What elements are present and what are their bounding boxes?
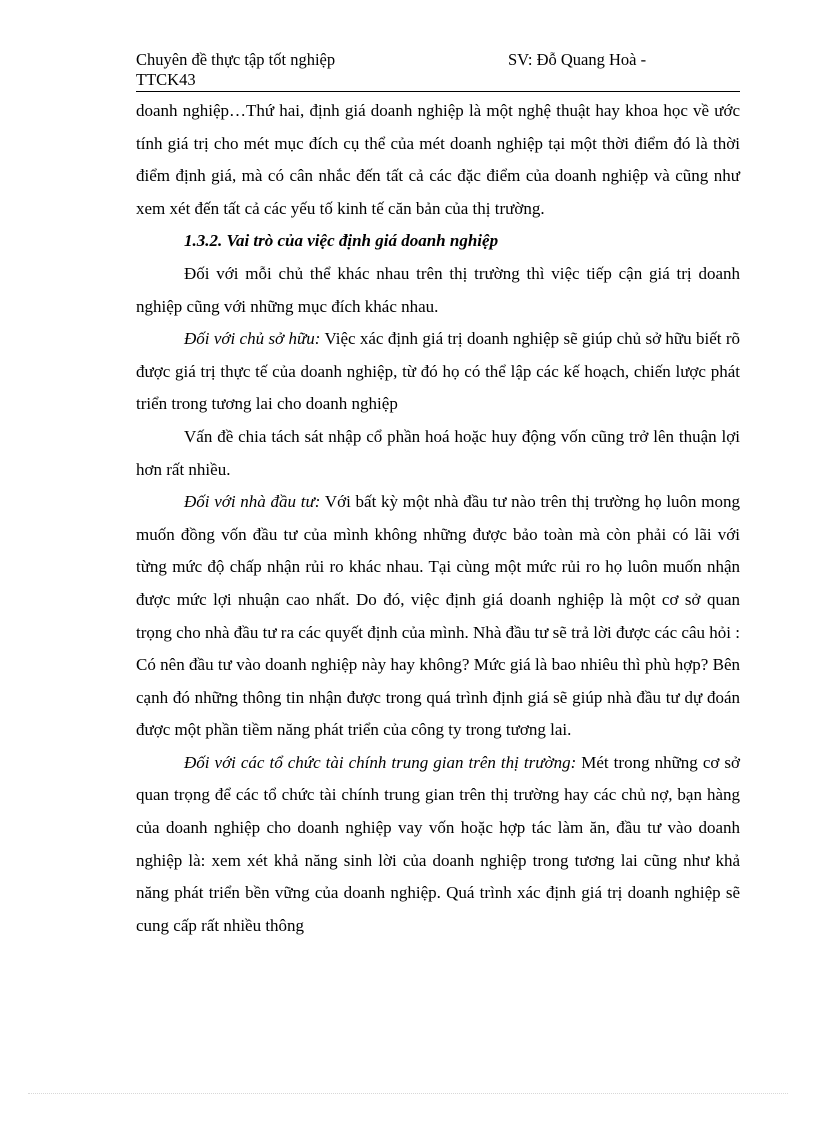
header-continuation-text: TTCK43 — [136, 70, 196, 89]
document-body — [136, 95, 740, 942]
page-header — [136, 50, 740, 92]
paragraph-3-lead: Đối với chủ sở hữu: — [184, 329, 321, 349]
paragraph-1: doanh nghiệp…Thứ hai, định giá doanh nghiệp là một nghệ thuật hay khoa học về ước tính giá trị cho mét mục đích cụ thể của mét doanh nghiệp tại một thời điểm đó là thời điểm định giá, mà có cân nhắc đến tất cả các đặc điểm của doanh nghiệp và cũng như xem xét đến tất cả các yếu tố kinh tế căn bản của thị trường. — [136, 101, 740, 218]
section-heading: 1.3.2. Vai trò của việc định giá doanh nghiệp — [184, 231, 499, 251]
paragraph-4: Vấn đề chia tách sát nhập cổ phần hoá hoặc huy động vốn cũng trở lên thuận lợi hơn rất nhiều. — [136, 426, 740, 479]
paragraph-2: Đối với mỗi chủ thể khác nhau trên thị trường thì việc tiếp cận giá trị doanh nghiệp cũng với những mục đích khác nhau. — [136, 263, 740, 316]
paragraph-3-text: Việc xác định giá trị doanh nghiệp sẽ giúp chủ sở hữu biết rõ được giá trị thực tế của doanh nghiệp, từ đó họ có thể lập các kế hoạch, chiến lược phát triển trong tương lai cho doanh nghiệp — [136, 329, 741, 414]
paragraph-6-lead: Đối với các tổ chức tài chính trung gian trên thị trường: — [184, 752, 577, 772]
paragraph-3 — [136, 323, 740, 421]
header-left-text: Chuyên đề thực tập tốt nghiệp — [136, 50, 336, 69]
paragraph-5-text: Với bất kỳ một nhà đầu tư nào trên thị trường họ luôn mong muốn đồng vốn đầu tư của mình không những được bảo toàn mà còn phải có lãi với từng mức độ chấp nhận rủi ro khác nhau. Tại cùng một mức rủi ro họ luôn muốn nhận được mức lợi nhuận cao nhất. Do đó, việc định giá doanh nghiệp là một cơ sở quan trọng cho nhà đầu tư ra các quyết định của mình. Nhà đầu tư sẽ trả lời được các câu hỏi : Có nên đầu tư vào doanh nghiệp này hay không? Mức giá là bao nhiêu thì phù hợp? Bên cạnh đó những thông tin nhận được trong quá trình định giá sẽ giúp nhà đầu tư dự đoán được một phần tiềm năng phát triển của công ty trong tương lai. — [136, 492, 740, 740]
header-right-text: SV: Đỗ Quang Hoà - — [508, 50, 647, 69]
page-bottom-divider — [28, 1093, 788, 1094]
paragraph-5-lead: Đối với nhà đầu tư: — [184, 492, 321, 512]
paragraph-6-text: Mét trong những cơ sở quan trọng để các tổ chức tài chính trung gian trên thị trường hay các chủ nợ, bạn hàng của doanh nghiệp cho doanh nghiệp vay vốn hoặc hợp tác làm ăn, đầu tư vào doanh nghiệp là: xem xét khả năng sinh lời của doanh nghiệp trong tương lai cũng như khả năng phát triển bền vững của doanh nghiệp. Quá trình xác định giá trị doanh nghiệp sẽ cung cấp rất nhiều thông — [136, 752, 740, 935]
paragraph-5 — [136, 486, 740, 747]
paragraph-6 — [136, 747, 740, 943]
